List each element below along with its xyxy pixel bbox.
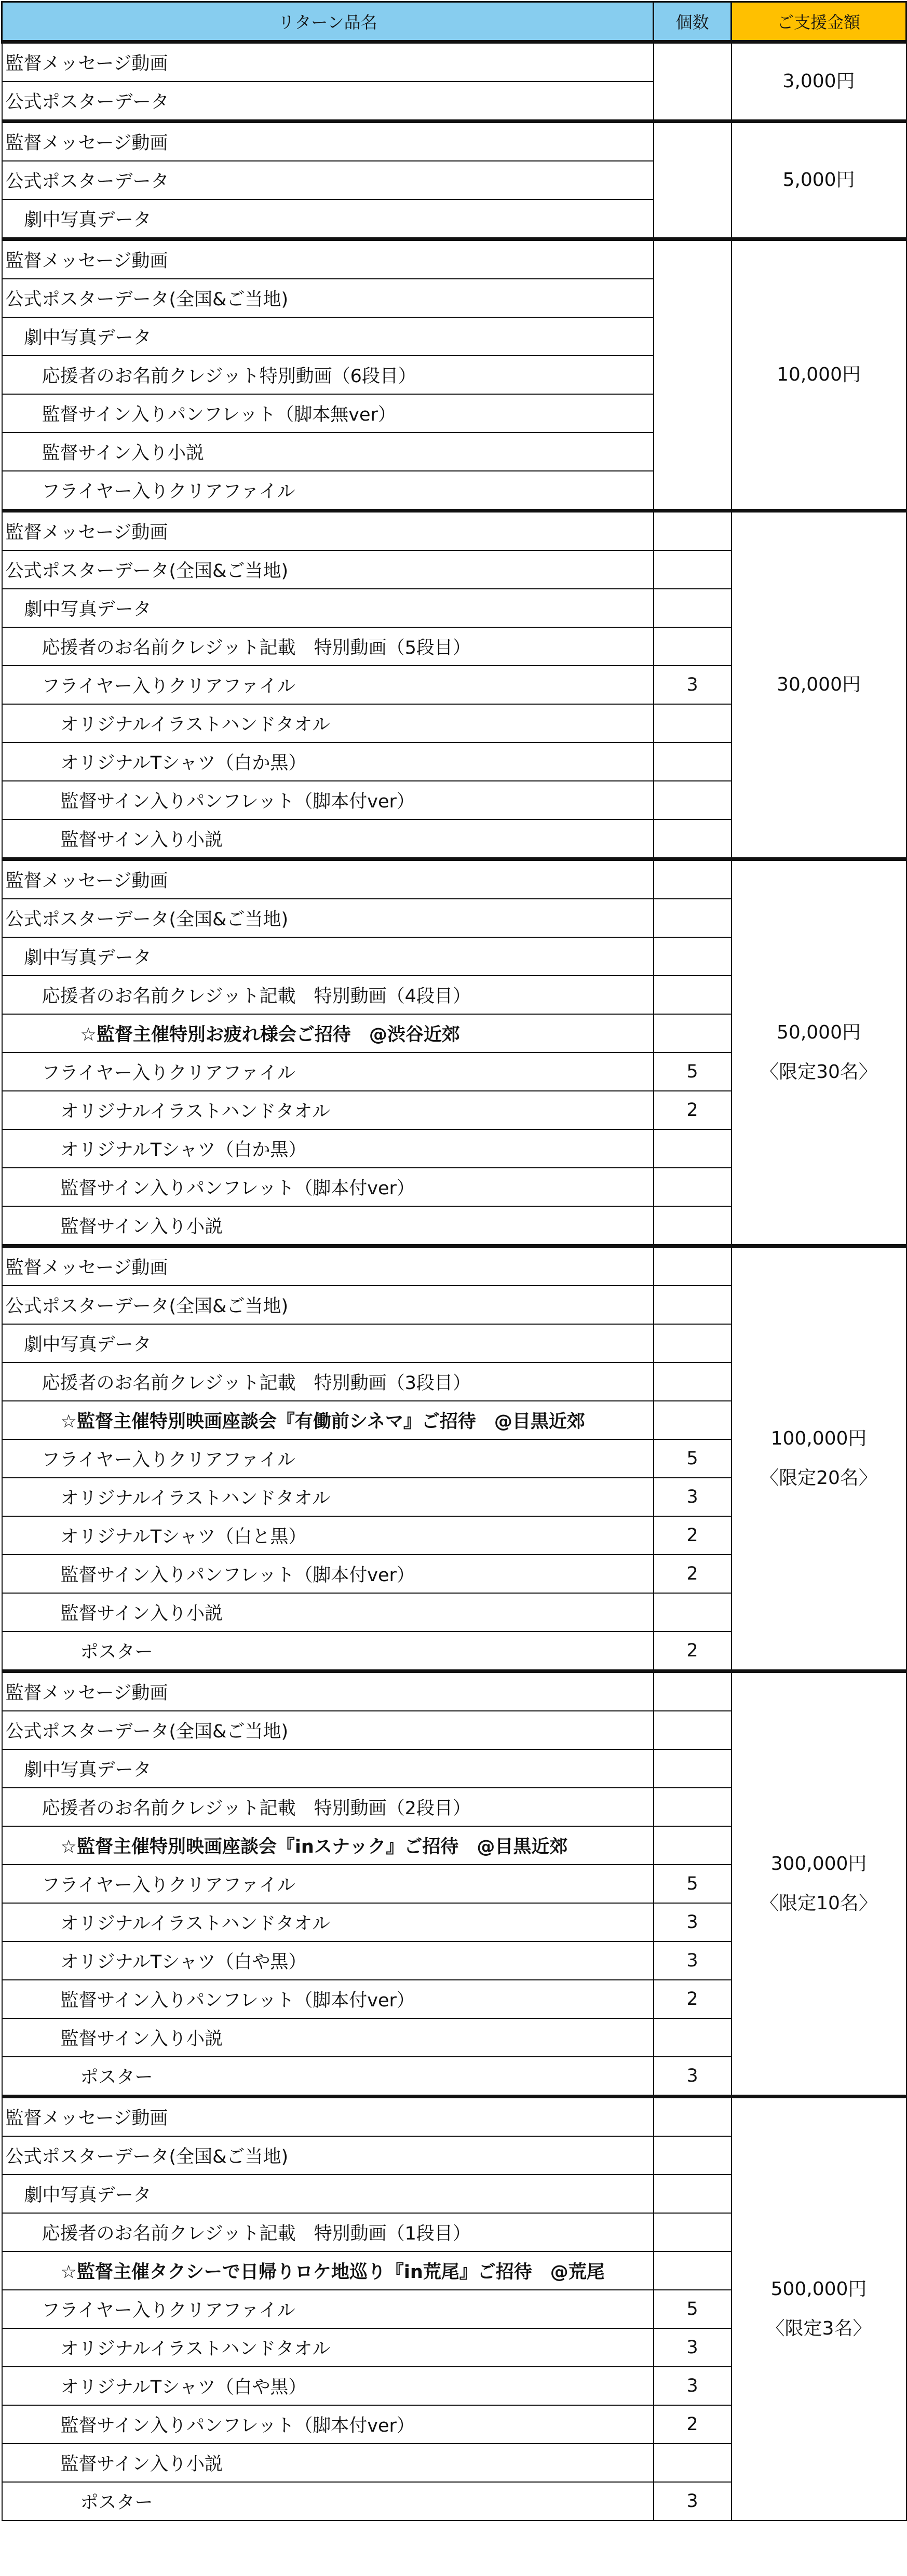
header-support-amount: ご支援金額 bbox=[732, 2, 906, 42]
return-item-name: オリジナルイラストハンドタオル bbox=[2, 2328, 654, 2367]
return-item-quantity bbox=[654, 239, 732, 511]
return-item-quantity: 3 bbox=[654, 1903, 732, 1941]
return-item-name: 監督サイン入り小説 bbox=[2, 1593, 654, 1631]
return-item-name: 公式ポスターデータ bbox=[2, 161, 654, 199]
return-item-quantity bbox=[654, 937, 732, 976]
return-item-quantity: 5 bbox=[654, 1053, 732, 1091]
table-row bbox=[2, 1671, 906, 1711]
return-table bbox=[1, 1, 907, 2521]
return-item-name: オリジナルTシャツ（白か黒） bbox=[2, 1129, 654, 1168]
return-item-name: 劇中写真データ bbox=[2, 1324, 654, 1363]
support-amount: 100,000円 bbox=[770, 1428, 867, 1449]
return-item-quantity bbox=[654, 589, 732, 627]
return-item-quantity bbox=[654, 1401, 732, 1439]
return-item-quantity bbox=[654, 511, 732, 551]
return-item-name: 応援者のお名前クレジット記載 特別動画（2段目） bbox=[2, 1788, 654, 1826]
return-item-quantity bbox=[654, 550, 732, 589]
header-quantity: 個数 bbox=[654, 2, 732, 42]
return-item-name: 監督サイン入りパンフレット（脚本無ver） bbox=[2, 394, 654, 433]
support-amount-cell bbox=[732, 1246, 906, 1671]
return-item-quantity bbox=[654, 1324, 732, 1363]
return-item-name: 応援者のお名前クレジット記載 特別動画（3段目） bbox=[2, 1363, 654, 1401]
support-amount: 10,000円 bbox=[777, 364, 861, 385]
return-item-name: 監督サイン入りパンフレット（脚本付ver） bbox=[2, 1555, 654, 1593]
supporter-limit: 〈限定30名〉 bbox=[760, 1061, 877, 1083]
return-item-name: オリジナルイラストハンドタオル bbox=[2, 1091, 654, 1129]
return-item-quantity: 2 bbox=[654, 1091, 732, 1129]
table-row bbox=[2, 1246, 906, 1286]
return-item-name: 監督サイン入りパンフレット（脚本付ver） bbox=[2, 781, 654, 819]
return-item-name: 公式ポスターデータ(全国&ご当地) bbox=[2, 279, 654, 317]
support-amount-cell bbox=[732, 1671, 906, 2097]
return-item-name: 監督メッセージ動画 bbox=[2, 1246, 654, 1286]
return-item-quantity bbox=[654, 1593, 732, 1631]
return-item-quantity: 2 bbox=[654, 2405, 732, 2444]
return-item-name: 監督メッセージ動画 bbox=[2, 42, 654, 82]
return-item-name: 公式ポスターデータ(全国&ご当地) bbox=[2, 1286, 654, 1324]
return-item-name: 劇中写真データ bbox=[2, 317, 654, 356]
return-item-quantity bbox=[654, 704, 732, 743]
return-item-quantity bbox=[654, 976, 732, 1014]
supporter-limit: 〈限定20名〉 bbox=[760, 1467, 877, 1489]
return-item-quantity bbox=[654, 2018, 732, 2057]
return-item-name: ポスター bbox=[2, 2057, 654, 2097]
return-item-quantity: 3 bbox=[654, 2482, 732, 2520]
return-item-quantity bbox=[654, 1246, 732, 1286]
support-amount-cell bbox=[732, 239, 906, 511]
support-amount: 50,000円 bbox=[777, 1022, 861, 1043]
return-item-quantity: 2 bbox=[654, 1631, 732, 1671]
return-item-name: 公式ポスターデータ(全国&ご当地) bbox=[2, 899, 654, 937]
return-item-quantity bbox=[654, 1788, 732, 1826]
return-item-quantity bbox=[654, 1206, 732, 1246]
return-item-quantity: 2 bbox=[654, 1980, 732, 2018]
return-item-name: 監督メッセージ動画 bbox=[2, 239, 654, 279]
return-item-name: 応援者のお名前クレジット記載 特別動画（4段目） bbox=[2, 976, 654, 1014]
support-amount: 5,000円 bbox=[782, 169, 855, 191]
table-header-row bbox=[2, 2, 906, 42]
return-item-name: 公式ポスターデータ(全国&ご当地) bbox=[2, 1711, 654, 1749]
support-amount-cell bbox=[732, 42, 906, 122]
return-item-name: 劇中写真データ bbox=[2, 199, 654, 239]
return-item-name: ☆監督主催特別お疲れ様会ご招待 @渋谷近郊 bbox=[2, 1014, 654, 1053]
return-item-quantity: 3 bbox=[654, 1478, 732, 1516]
return-item-quantity: 5 bbox=[654, 1865, 732, 1903]
return-item-name: フライヤー入りクリアファイル bbox=[2, 2290, 654, 2328]
return-item-quantity bbox=[654, 819, 732, 859]
support-amount-cell bbox=[732, 122, 906, 239]
support-amount-cell bbox=[732, 859, 906, 1246]
table-row bbox=[2, 42, 906, 82]
return-item-name: 劇中写真データ bbox=[2, 1749, 654, 1788]
return-item-name: 公式ポスターデータ(全国&ご当地) bbox=[2, 550, 654, 589]
return-item-name: ポスター bbox=[2, 2482, 654, 2520]
return-item-name: 監督サイン入り小説 bbox=[2, 2018, 654, 2057]
return-item-quantity bbox=[654, 781, 732, 819]
return-item-quantity: 3 bbox=[654, 2328, 732, 2367]
supporter-limit: 〈限定3名〉 bbox=[766, 2318, 872, 2339]
table-row bbox=[2, 2097, 906, 2137]
table-row bbox=[2, 511, 906, 551]
return-item-name: ☆監督主催特別映画座談会『有働前シネマ』ご招待 @目黒近郊 bbox=[2, 1401, 654, 1439]
return-item-name: 監督サイン入りパンフレット（脚本付ver） bbox=[2, 1168, 654, 1206]
return-item-quantity bbox=[654, 1168, 732, 1206]
return-item-name: 劇中写真データ bbox=[2, 937, 654, 976]
support-amount: 30,000円 bbox=[777, 674, 861, 695]
return-item-name: 監督サイン入りパンフレット（脚本付ver） bbox=[2, 1980, 654, 2018]
return-item-quantity bbox=[654, 1014, 732, 1053]
return-item-name: オリジナルイラストハンドタオル bbox=[2, 1903, 654, 1941]
return-item-quantity bbox=[654, 899, 732, 937]
return-item-name: フライヤー入りクリアファイル bbox=[2, 471, 654, 511]
return-item-name: 監督メッセージ動画 bbox=[2, 859, 654, 899]
supporter-limit: 〈限定10名〉 bbox=[760, 1893, 877, 1914]
return-item-quantity: 5 bbox=[654, 2290, 732, 2328]
return-item-name: 監督サイン入り小説 bbox=[2, 819, 654, 859]
return-item-name: オリジナルTシャツ（白や黒） bbox=[2, 1941, 654, 1980]
return-item-quantity: 5 bbox=[654, 1439, 732, 1478]
return-item-name: オリジナルTシャツ（白か黒） bbox=[2, 743, 654, 781]
return-item-quantity bbox=[654, 859, 732, 899]
return-item-quantity bbox=[654, 627, 732, 666]
table-row bbox=[2, 122, 906, 161]
return-item-name: オリジナルイラストハンドタオル bbox=[2, 704, 654, 743]
return-item-name: 監督メッセージ動画 bbox=[2, 1671, 654, 1711]
return-item-name: 監督サイン入り小説 bbox=[2, 2444, 654, 2482]
return-item-quantity bbox=[654, 1286, 732, 1324]
return-item-name: 監督メッセージ動画 bbox=[2, 122, 654, 161]
return-item-name: 応援者のお名前クレジット記載 特別動画（1段目） bbox=[2, 2213, 654, 2251]
return-item-name: 監督サイン入りパンフレット（脚本付ver） bbox=[2, 2405, 654, 2444]
return-item-quantity: 3 bbox=[654, 2057, 732, 2097]
return-item-quantity bbox=[654, 2251, 732, 2290]
return-item-quantity: 3 bbox=[654, 1941, 732, 1980]
return-item-name: フライヤー入りクリアファイル bbox=[2, 1053, 654, 1091]
return-item-quantity bbox=[654, 2213, 732, 2251]
return-item-name: オリジナルTシャツ（白と黒） bbox=[2, 1516, 654, 1555]
return-item-name: 応援者のお名前クレジット記載 特別動画（5段目） bbox=[2, 627, 654, 666]
return-item-quantity bbox=[654, 2175, 732, 2213]
return-item-name: 劇中写真データ bbox=[2, 589, 654, 627]
return-item-name: 監督メッセージ動画 bbox=[2, 2097, 654, 2137]
return-item-name: ☆監督主催タクシーで日帰りロケ地巡り『in荒尾』ご招待 @荒尾 bbox=[2, 2251, 654, 2290]
return-item-quantity: 2 bbox=[654, 1516, 732, 1555]
return-item-name: 応援者のお名前クレジット特別動画（6段目） bbox=[2, 356, 654, 394]
return-item-quantity bbox=[654, 1671, 732, 1711]
return-item-name: フライヤー入りクリアファイル bbox=[2, 1865, 654, 1903]
return-item-quantity: 3 bbox=[654, 666, 732, 704]
return-item-name: 劇中写真データ bbox=[2, 2175, 654, 2213]
return-item-quantity: 2 bbox=[654, 1555, 732, 1593]
return-item-quantity bbox=[654, 1363, 732, 1401]
return-item-quantity bbox=[654, 2136, 732, 2175]
support-amount: 300,000円 bbox=[770, 1853, 867, 1874]
return-item-name: 監督サイン入り小説 bbox=[2, 1206, 654, 1246]
return-item-quantity bbox=[654, 2097, 732, 2137]
return-item-name: 公式ポスターデータ bbox=[2, 82, 654, 122]
support-amount: 3,000円 bbox=[782, 71, 855, 92]
return-item-name: 公式ポスターデータ(全国&ご当地) bbox=[2, 2136, 654, 2175]
return-item-quantity bbox=[654, 122, 732, 239]
return-item-name: フライヤー入りクリアファイル bbox=[2, 1439, 654, 1478]
return-item-name: ☆監督主催特別映画座談会『inスナック』ご招待 @目黒近郊 bbox=[2, 1826, 654, 1865]
table-row bbox=[2, 859, 906, 899]
return-item-quantity bbox=[654, 42, 732, 122]
return-item-quantity bbox=[654, 2444, 732, 2482]
return-item-name: オリジナルイラストハンドタオル bbox=[2, 1478, 654, 1516]
support-amount-cell bbox=[732, 511, 906, 859]
return-item-name: 監督メッセージ動画 bbox=[2, 511, 654, 551]
header-item-name: リターン品名 bbox=[2, 2, 654, 42]
support-amount: 500,000円 bbox=[770, 2278, 867, 2300]
support-amount-cell bbox=[732, 2097, 906, 2521]
return-item-quantity bbox=[654, 1129, 732, 1168]
return-item-quantity: 3 bbox=[654, 2367, 732, 2405]
return-item-name: フライヤー入りクリアファイル bbox=[2, 666, 654, 704]
return-item-quantity bbox=[654, 743, 732, 781]
return-item-quantity bbox=[654, 1749, 732, 1788]
return-item-quantity bbox=[654, 1711, 732, 1749]
return-item-name: ポスター bbox=[2, 1631, 654, 1671]
table-row bbox=[2, 239, 906, 279]
return-item-quantity bbox=[654, 1826, 732, 1865]
return-item-name: 監督サイン入り小説 bbox=[2, 433, 654, 471]
table-body bbox=[2, 42, 906, 2521]
return-item-name: オリジナルTシャツ（白や黒） bbox=[2, 2367, 654, 2405]
